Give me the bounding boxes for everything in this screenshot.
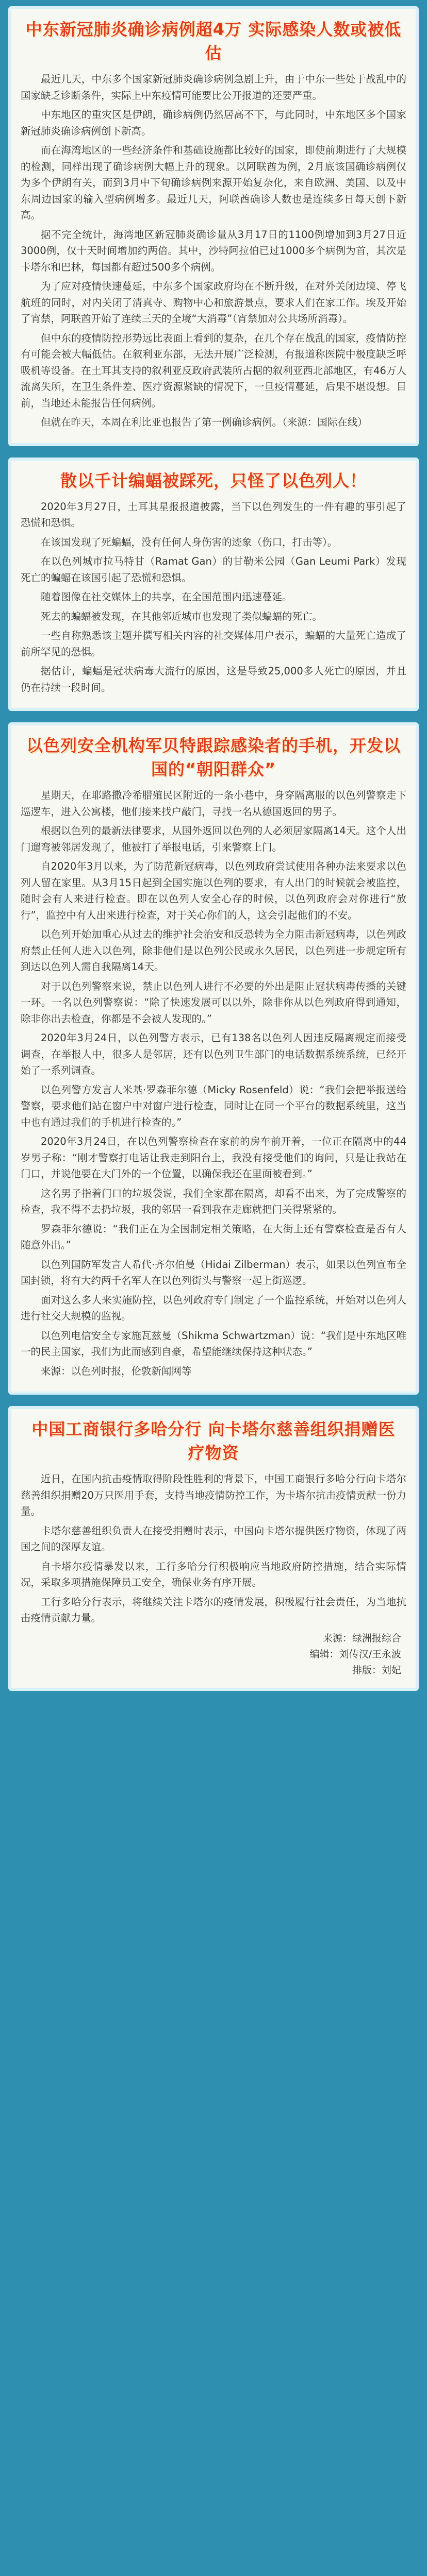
article-body [21,1471,406,1626]
article-paragraph: 在以色列城市拉马特甘（Ramat Gan）的甘勒米公园（Gan Leumi Park）发现死亡的蝙蝠在该国引起了恐慌和恐惧。 [21,555,406,584]
article-paragraph: 2020年3月27日，土耳其星报报道披露，当下以色列发生的一件有趣的事引起了恐慌和恐惧。 [21,500,406,529]
article-paragraph: 为了应对疫情快速蔓延，中东多个国家政府均在不断升级，在对外关闭边境、停飞航班的同时，对内关闭了清真寺、购物中心和旅游景点，要求人们在家工作。埃及开始了宵禁，阿联酋开始了连续三天的全境“大消毒”（宵禁加对公共场所消毒）。 [21,280,406,325]
article-paragraph: 据不完全统计，海湾地区新冠肺炎确诊量从3月17日的1100例增加到3月27日近3000例，仅十天时间增加约两倍。其中，沙特阿拉伯已过1000多个病例为首，其次是卡塔尔和巴林，每国都有超过500多个病例。 [21,228,406,273]
article-paragraph: 来源：以色列时报，伦敦新闻网等 [41,1365,192,1377]
article-paragraph: 自卡塔尔疫情暴发以来，工行多哈分行积极响应当地政府防控措施，结合实际情况，采取多项措施保障员工安全，确保业务有序开展。 [21,1560,406,1588]
article-paragraph: 但就在昨天，本周在利比亚也报告了第一例确诊病例。（来源：国际在线） [41,416,368,428]
article-card-1 [8,6,419,446]
article-paragraph: 以色列电信安全专家施瓦兹曼（Shikma Schwartzman）说：“我们是中东地区唯一的民主国家，我们为此而感到自豪，希望能继续保持这种状态。” [21,1329,406,1358]
article-paragraph: 这名男子指着门口的垃圾袋说，我们全家都在隔离，却看不出来，为了完成警察的检查，我不得不去扔垃圾，我的邻居一看到我在走廊就把门关得紧紧的。 [21,1187,406,1215]
article-card-4 [8,1406,419,1691]
article-credits [21,1631,406,1679]
article-paragraph: 而在海湾地区的一些经济条件和基础设施都比较好的国家，即使前期进行了大规模的检测，同样出现了确诊病例大幅上升的现象。以阿联酋为例，2月底该国确诊病例仅为多个伊朗有关，而到3月中下旬确诊病例来源开始复杂化，来自欧洲、美国、以及中东周边国家的输入型病例增多。最近几天，阿联酋确诊人数也是连续多日每天创下新高。 [21,144,406,221]
credit-editor: 编辑：刘传汉/王永波 [309,1648,401,1660]
article-headline: 中东新冠肺炎确诊病例超4万 实际感染人数或被低估 [25,20,402,63]
article-paragraph: 工行多哈分行表示，将继续关注卡塔尔的疫情发展，积极履行社会责任，为当地抗击疫情贡献力量。 [21,1596,406,1624]
article-paragraph: 以色列国防军发言人希代·齐尔伯曼（Hidai Zilberman）表示，如果以色列宣布全国封锁，将有大约两千名军人在以色列街头与警察一起上街巡逻。 [21,1258,406,1286]
article-card-3 [8,722,419,1395]
article-body [21,71,406,431]
article-paragraph: 对于以色列警察来说，禁止以色列人进行不必要的外出是阻止冠状病毒传播的关键一环。一名以色列警察说：“除了快速发展可以以外，除非你从以色列政府得到通知，除非你出去检查，你都是不会被人发现的。” [21,980,406,1025]
article-paragraph: 一些自称熟悉该主题并撰写相关内容的社交媒体用户表示，蝙蝠的大量死亡造成了前所罕见的恐惧。 [21,630,406,658]
article-body [21,499,406,696]
credit-layout: 排版：刘妃 [352,1664,401,1676]
article-paragraph: 近日，在国内抗击疫情取得阶段性胜利的背景下，中国工商银行多哈分行向卡塔尔慈善组织捐赠20万只医用手套，支持当地疫情防控工作，为卡塔尔抗击疫情贡献一份力量。 [21,1473,406,1517]
article-paragraph: 面对这么多人来实施防控，以色列政府专门制定了一个监控系统，开始对以色列人进行社交大规模的监视。 [21,1294,406,1322]
article-card-2 [8,457,419,711]
article-body [21,787,406,1379]
article-paragraph: 死去的蝙蝠被发现，在其他邻近城市也发现了类似蝙蝠的死亡。 [41,610,323,622]
article-headline: 以色列安全机构军贝特跟踪感染者的手机，开发以国的“朝阳群众” [26,736,401,779]
article-paragraph: 最近几天，中东多个国家新冠肺炎确诊病例急剧上升，由于中东一些处于战乱中的国家缺乏诊断条件，实际上中东疫情可能要比公开报道的还要严重。 [21,73,406,101]
article-paragraph: 以色列警方发言人米基·罗森菲尔德（Micky Rosenfeld）说：“我们会把举报送给警察，要求他们站在窗户中对窗户进行检查，同时让在同一个平台的数据系统里，这当中也有通过我们的手机进行检查的。” [21,1083,406,1128]
article-paragraph: 卡塔尔慈善组织负责人在接受捐赠时表示，中国向卡塔尔提供医疗物资，体现了两国之间的深厚友谊。 [21,1524,406,1553]
article-paragraph: 根据以色列的最新法律要求，从国外返回以色列的人必须居家隔离14天。这个人出门遛弯被邻居发现了，他被打了举报电话，引来警察上门。 [21,825,406,853]
article-paragraph: 星期天，在耶路撒冷希腊殖民区附近的一条小巷中，身穿隔离服的以色列警察走下巡逻车，进入公寓楼，他们接来找户敲门，寻找一名从德国返回的男子。 [21,789,406,818]
credit-source: 来源：绿洲报综合 [322,1632,401,1644]
article-paragraph: 在该国发现了死蝙蝠，没有任何人身伤害的迹象（伤口，打击等）。 [41,536,338,548]
article-paragraph: 但中东的疫情防控形势远比表面上看到的复杂，在几个存在战乱的国家，疫情防控有可能会被大幅低估。在叙利亚东部，无法开展广泛检测，有报道称医院中极度缺乏呼吸机等设备。在土耳其支持的叙利亚反政府武装所占据的叙利亚西北部地区，有46万人流离失所，在卫生条件差、医疗资源紧缺的情况下，一旦疫情蔓延，后果不堪设想。目前，当地还未能报告任何病例。 [21,332,406,409]
article-paragraph: 罗森菲尔德说：“我们正在为全国制定相关策略，在大街上还有警察检查是否有人随意外出。” [21,1223,406,1251]
article-headline: 中国工商银行多哈分行 向卡塔尔慈善组织捐赠医疗物资 [31,1419,396,1463]
article-paragraph: 2020年3月24日，在以色列警察检查在家前的房车前开着，一位正在隔离中的44岁男子称：“刚才警察打电话让我走到阳台上，我没有接受他们的询问，只是让我站在门口，并说他要在大门外的一个位置，以确保我还在里面被看到。” [21,1136,406,1180]
article-paragraph: 据估计，蝙蝠是冠状病毒大流行的原因，这是导致25,000多人死亡的原因，并且仍在持续一段时间。 [21,665,406,693]
article-headline: 散以千计编蝠被踩死，只怪了以色列人！ [60,470,367,490]
article-paragraph: 随着图像在社交媒体上的共享，在全国范围内迅速蔓延。 [41,591,292,603]
article-paragraph: 自2020年3月以来，为了防范新冠病毒，以色列政府尝试使用各种办法来要求以色列人留在家里。从3月15日起到全国实施以色列的要求，有人出门的时候就会被监控，随时会有人来进行检查。即在以色列人安全心存的时候，以色列政府会对你进行“放行”，监控中有人出来进行检查，对于关心你们的人，这会引起他们的不安。 [21,860,406,921]
article-paragraph: 以色列开始加重心从过去的维护社会治安和反恐转为全力阻击新冠病毒，以色列政府禁止任何人进入以色列，除非他们是以色列公民或永久居民，以色列进一步规定所有到达以色列人需自我隔离14天。 [21,928,406,973]
article-paragraph: 中东地区的重灾区是伊朗，确诊病例仍然居高不下，与此同时，中东地区多个国家新冠肺炎确诊病例创下新高。 [21,109,406,137]
article-paragraph: 2020年3月24日，以色列警方表示，已有138名以色列人因违反隔离规定而接受调查，在举报人中，很多人是邻居，还有以色列卫生部门的电话数据系统系统，已经开始了一系列调查。 [21,1032,406,1076]
